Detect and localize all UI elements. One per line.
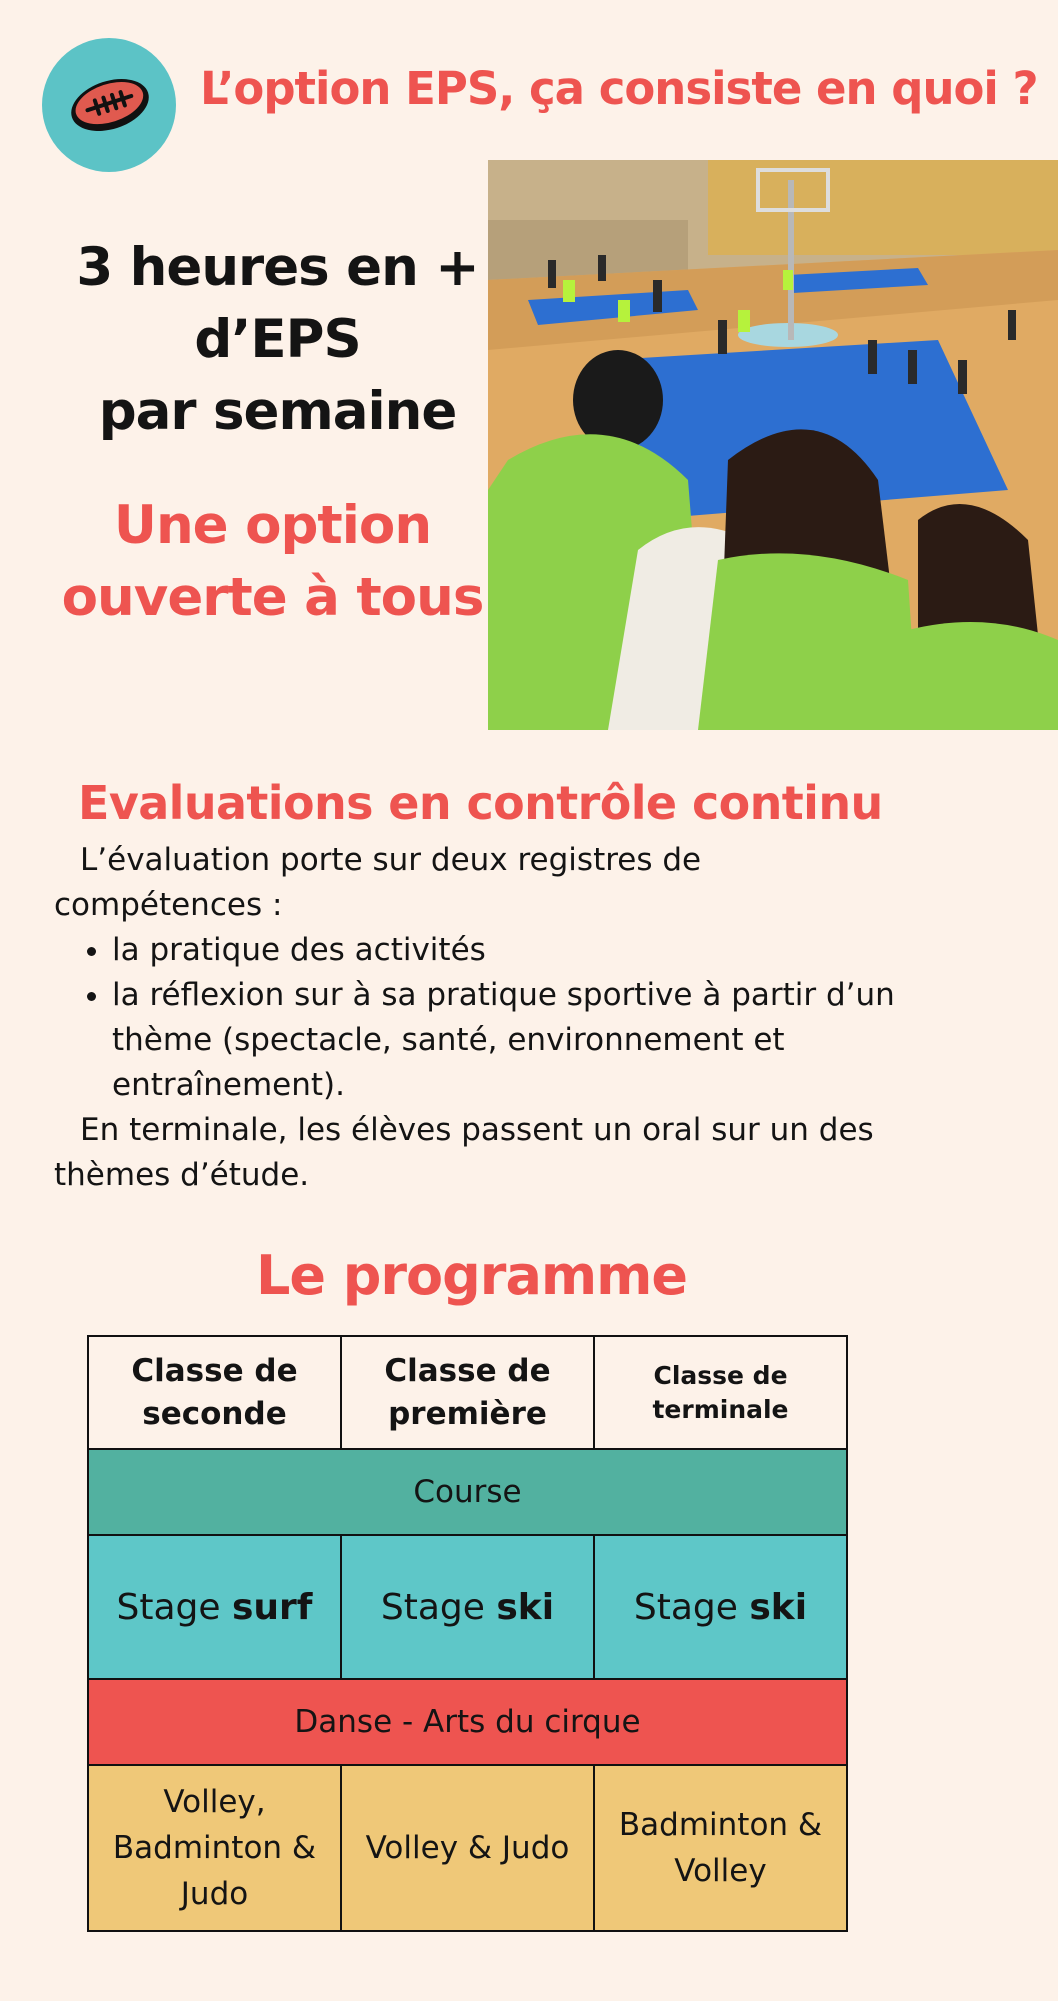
header-seconde — [88, 1336, 341, 1449]
logo-badge — [42, 38, 176, 172]
stage-cell — [88, 1535, 341, 1679]
sports-line: Volley, — [163, 1784, 266, 1820]
header-line: seconde — [142, 1395, 287, 1432]
stage-cell — [341, 1535, 594, 1679]
hours-line-1: 3 heures en + d’EPS — [76, 237, 479, 370]
table-row — [88, 1765, 847, 1931]
stage-activity: ski — [496, 1586, 555, 1628]
evaluation-outro: En terminale, les élèves passent un oral sur un des thèmes d’étude. — [54, 1112, 874, 1193]
sports-line: Judo — [180, 1876, 249, 1912]
table-row — [88, 1336, 847, 1449]
header-line: première — [388, 1395, 547, 1432]
hours-line-2: par semaine — [98, 381, 457, 442]
stage-prefix: Stage — [380, 1586, 497, 1628]
header-premiere — [341, 1336, 594, 1449]
evaluation-intro: L’évaluation porte sur deux registres de compétences : — [54, 842, 702, 923]
list-item: • la pratique des activités — [112, 928, 904, 973]
stage-activity: ski — [749, 1586, 808, 1628]
stage-cell — [594, 1535, 847, 1679]
page-title: L’option EPS, ça consiste en quoi ? — [200, 62, 1038, 115]
programme-table — [87, 1335, 848, 1932]
evaluation-bullets — [54, 928, 904, 1108]
sports-cell — [88, 1765, 341, 1931]
evaluation-body — [54, 838, 904, 1198]
hours-heading — [10, 232, 545, 448]
sports-cell — [594, 1765, 847, 1931]
table-row — [88, 1535, 847, 1679]
open-line-1: Une option — [113, 495, 432, 556]
stage-prefix: Stage — [633, 1586, 750, 1628]
open-line-2: ouverte à tous — [61, 567, 484, 628]
header-line: Classe de — [131, 1352, 298, 1389]
header-line: Classe de — [653, 1360, 788, 1390]
sports-line: Badminton & — [618, 1807, 823, 1843]
table-row — [88, 1449, 847, 1535]
stage-activity: surf — [232, 1586, 313, 1628]
table-row — [88, 1679, 847, 1765]
header-line: Classe de — [384, 1352, 551, 1389]
list-item: • la réflexion sur à sa pratique sportive à partir d’un thème (spectacle, santé, environnement et entraînement). — [112, 973, 904, 1108]
gym-photo — [488, 160, 1058, 730]
sports-line: Volley — [674, 1853, 767, 1889]
danse-cell: Danse - Arts du cirque — [88, 1679, 847, 1765]
evaluation-title: Evaluations en contrôle continu — [78, 776, 883, 830]
football-icon — [65, 70, 155, 140]
header-line: terminale — [652, 1394, 789, 1424]
open-heading — [20, 490, 525, 634]
sports-cell — [341, 1765, 594, 1931]
header-terminale — [594, 1336, 847, 1449]
sports-line: Volley & Judo — [365, 1830, 570, 1866]
sports-line: Badminton & — [112, 1830, 317, 1866]
programme-title: Le programme — [255, 1244, 688, 1307]
course-cell: Course — [88, 1449, 847, 1535]
stage-prefix: Stage — [116, 1586, 232, 1628]
